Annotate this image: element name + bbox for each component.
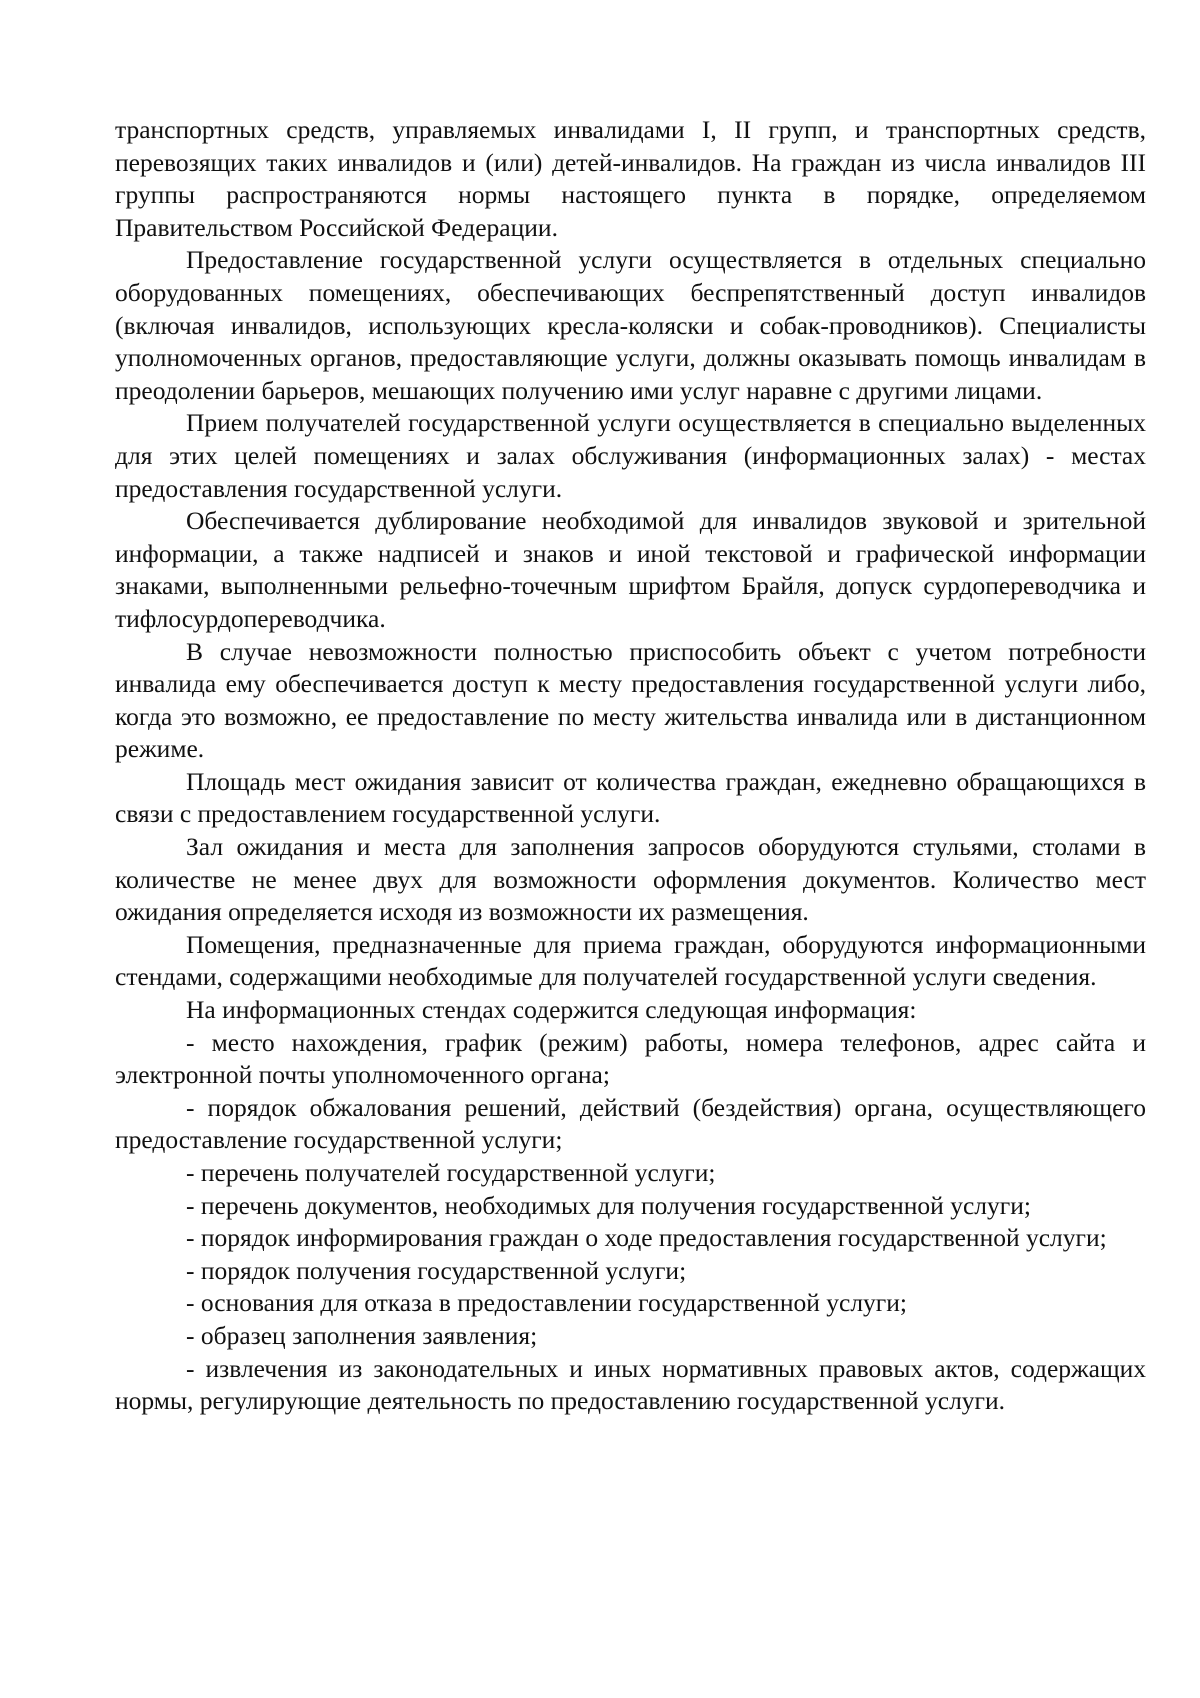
list-item: - перечень документов, необходимых для получения государственной услуги; [186, 1190, 1031, 1220]
list-item: - место нахождения, график (режим) работы, номера телефонов, адрес сайта и электронной почты уполномоченного органа; [115, 1027, 1146, 1090]
list-item: - перечень получателей государственной услуги; [186, 1158, 716, 1187]
paragraph-remote-service: В случае невозможности полностью приспособить объект с учетом потребности инвалида ему обеспечивается доступ к месту предоставления государственной услуги либо, когда это возможно, ее предоставление по месту жительства инвалида или в дистанционном режиме. [115, 636, 1146, 764]
list-item: - основания для отказа в предоставлении государственной услуги; [186, 1288, 907, 1318]
list-item: - образец заполнения заявления; [186, 1320, 538, 1350]
list-item: - извлечения из законодательных и иных нормативных правовых актов, содержащих нормы, регулирующие деятельность по предоставлению государственной услуги. [115, 1353, 1146, 1416]
paragraph-info-stands: Помещения, предназначенные для приема граждан, оборудуются информационными стендами, содержащими необходимые для получателей государственной услуги сведения. [115, 929, 1146, 992]
paragraph-special-premises: Предоставление государственной услуги осуществляется в отдельных специально оборудованных помещениях, обеспечивающих беспрепятственный доступ инвалидов (включая инвалидов, использующих кресла-коляски и собак-проводников). Специалисты уполномоченных органов, предоставляющие услуги, должны оказывать помощь инвалидам в преодолении барьеров, мешающих получению ими услуг наравне с другими лицами. [115, 245, 1146, 405]
paragraph-reception: Прием получателей государственной услуги осуществляется в специально выделенных для этих целей помещениях и залах обслуживания (информационных залах) - местах предоставления государственной услуги. [115, 408, 1146, 503]
paragraph-waiting-area: Площадь мест ожидания зависит от количества граждан, ежедневно обращающихся в связи с предоставлением государственной услуги. [115, 766, 1146, 829]
list-item: - порядок информирования граждан о ходе предоставления государственной услуги; [186, 1223, 1107, 1253]
list-item: - порядок получения государственной услуги; [186, 1255, 687, 1285]
paragraph-waiting-hall: Зал ожидания и места для заполнения запросов оборудуются стульями, столами в количестве не менее двух для возможности оформления документов. Количество мест ожидания определяется исходя из возможности их размещения. [115, 832, 1146, 927]
paragraph-braille: Обеспечивается дублирование необходимой для инвалидов звуковой и зрительной информации, а также надписей и знаков и иной текстовой и графической информации знаками, выполненными рельефно-точечным шрифтом Брайля, допуск сурдопереводчика и тифлосурдопереводчика. [115, 506, 1146, 633]
document-page [115, 114, 1146, 1418]
paragraph-transport: транспортных средств, управляемых инвалидами I, II групп, и транспортных средств, перевозящих таких инвалидов и (или) детей-инвалидов. На граждан из числа инвалидов III группы распространяются нормы настоящего пункта в порядке, определяемом Правительством Российской Федерации. [115, 115, 1146, 242]
list-item: - порядок обжалования решений, действий (бездействия) органа, осуществляющего предоставление государственной услуги; [115, 1092, 1146, 1155]
paragraph-stand-contents-intro: На информационных стендах содержится следующая информация: [186, 995, 917, 1025]
